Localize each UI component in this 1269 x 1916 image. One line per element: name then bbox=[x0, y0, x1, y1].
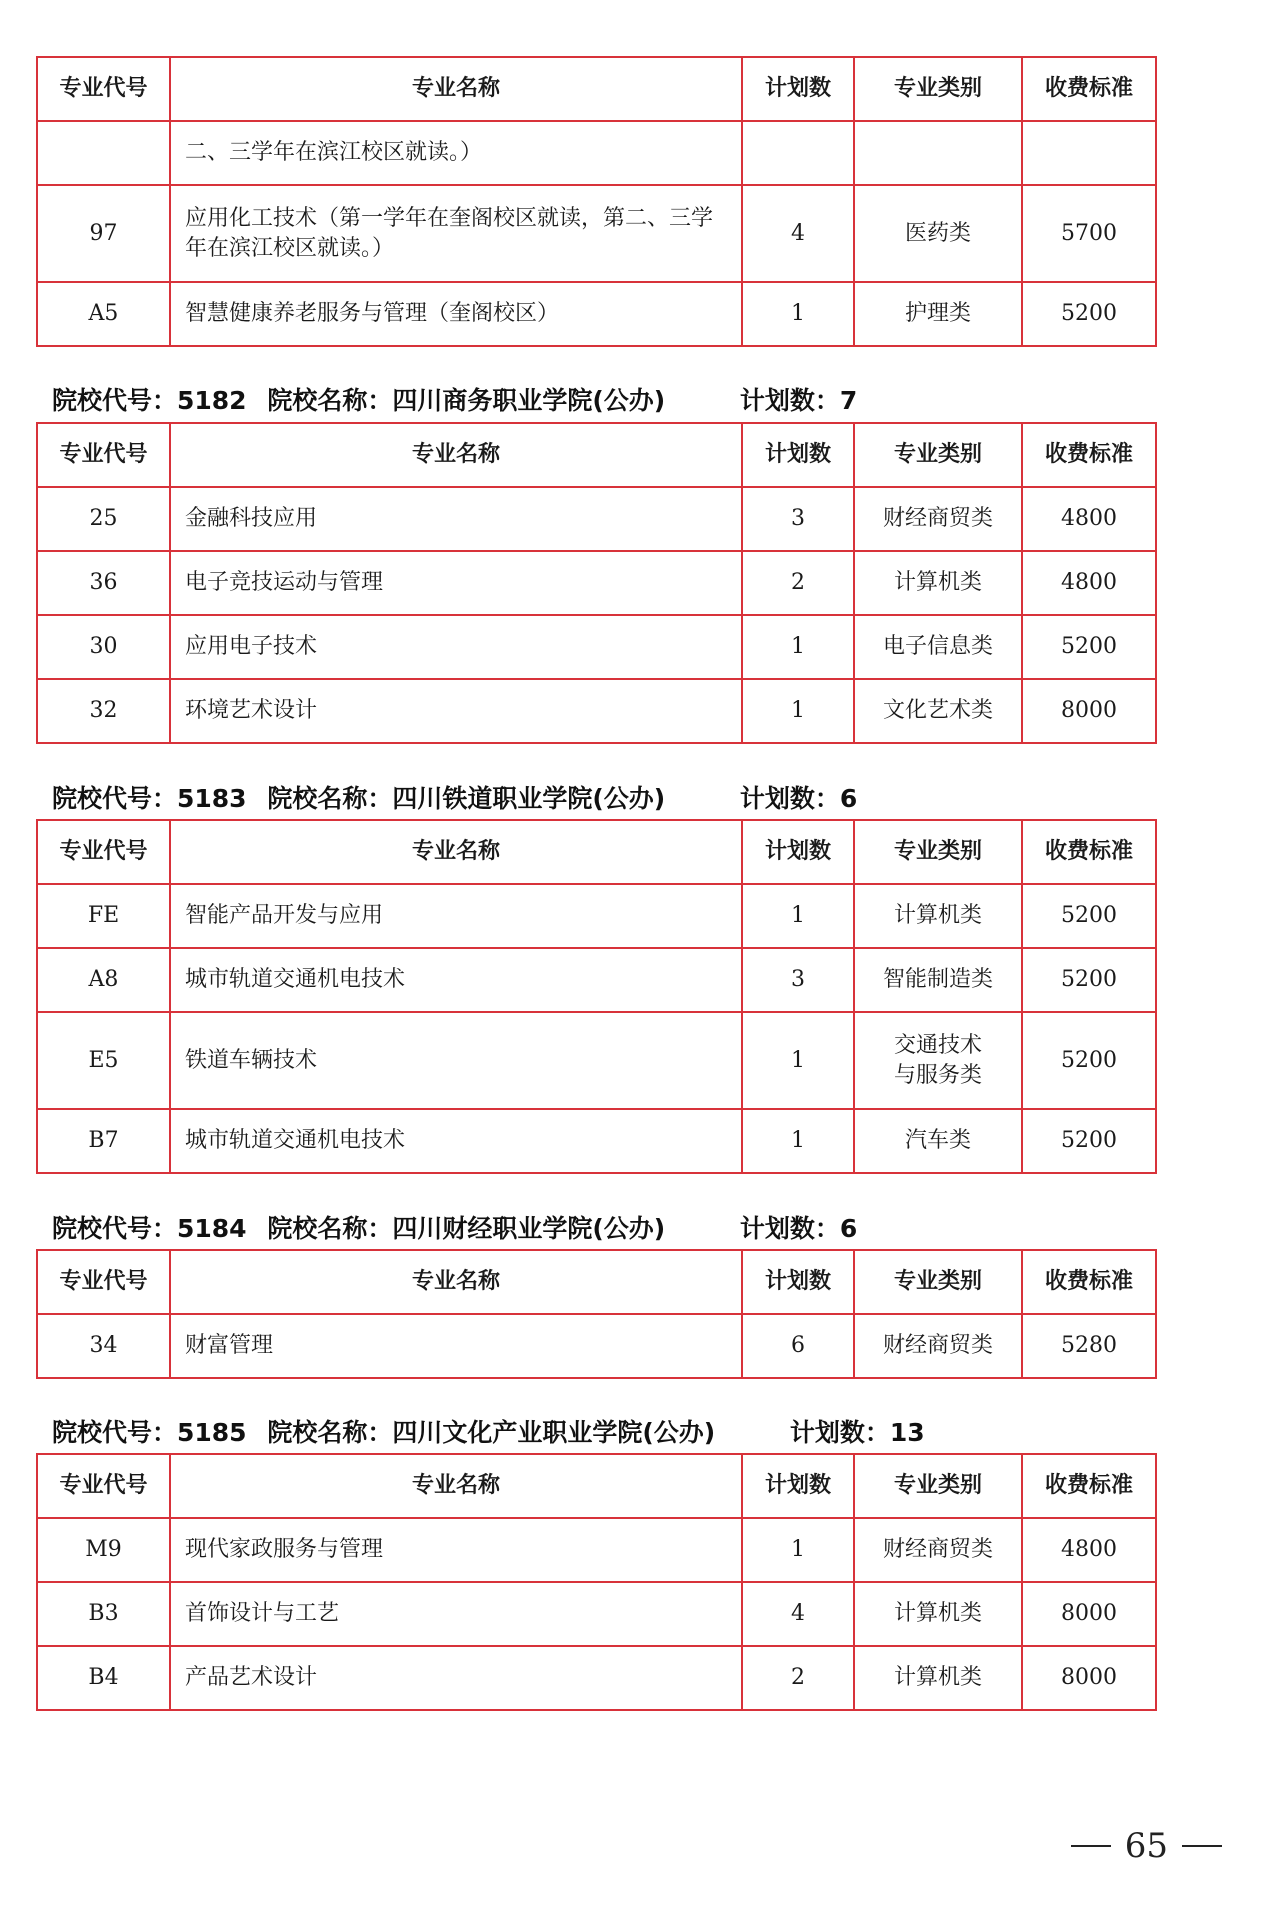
cell-fee: 5200 bbox=[1022, 615, 1156, 679]
cell-code: 30 bbox=[37, 615, 170, 679]
cell-plan: 3 bbox=[742, 948, 854, 1012]
table-header-row bbox=[37, 1250, 1156, 1314]
school-header bbox=[52, 386, 857, 416]
cell-code: B3 bbox=[37, 1582, 170, 1646]
cell-fee: 5200 bbox=[1022, 282, 1156, 346]
table-row bbox=[37, 884, 1156, 948]
col-header-name: 专业名称 bbox=[170, 423, 742, 487]
cell-category: 财经商贸类 bbox=[854, 1518, 1022, 1582]
cell-code: A8 bbox=[37, 948, 170, 1012]
cell-code: B4 bbox=[37, 1646, 170, 1710]
table-header-row bbox=[37, 423, 1156, 487]
cell-category: 财经商贸类 bbox=[854, 1314, 1022, 1378]
school-code: 院校代号：5183 bbox=[52, 784, 247, 813]
cell-code: 34 bbox=[37, 1314, 170, 1378]
cell-category: 计算机类 bbox=[854, 551, 1022, 615]
col-header-fee: 收费标准 bbox=[1022, 57, 1156, 121]
cell-fee: 4800 bbox=[1022, 551, 1156, 615]
cell-category: 电子信息类 bbox=[854, 615, 1022, 679]
cell-fee: 4800 bbox=[1022, 487, 1156, 551]
cell-plan: 6 bbox=[742, 1314, 854, 1378]
cell-category: 计算机类 bbox=[854, 1646, 1022, 1710]
cell-name: 城市轨道交通机电技术 bbox=[170, 948, 742, 1012]
col-header-fee: 收费标准 bbox=[1022, 1454, 1156, 1518]
cell-category: 汽车类 bbox=[854, 1109, 1022, 1173]
col-header-name: 专业名称 bbox=[170, 1454, 742, 1518]
cell-category: 计算机类 bbox=[854, 1582, 1022, 1646]
table-row bbox=[37, 282, 1156, 346]
cell-name: 智慧健康养老服务与管理（奎阁校区） bbox=[170, 282, 742, 346]
cell-plan: 4 bbox=[742, 1582, 854, 1646]
school-plan: 计划数：7 bbox=[739, 386, 858, 415]
cell-name: 二、三学年在滨江校区就读。） bbox=[170, 121, 742, 185]
cell-category bbox=[854, 121, 1022, 185]
cell-plan bbox=[742, 121, 854, 185]
school-name: 院校名称：四川商务职业学院(公办) bbox=[267, 386, 666, 415]
cell-name: 智能产品开发与应用 bbox=[170, 884, 742, 948]
school-header bbox=[52, 1418, 925, 1448]
school-plan: 计划数：6 bbox=[739, 1214, 858, 1243]
cell-plan: 1 bbox=[742, 1109, 854, 1173]
col-header-code: 专业代号 bbox=[37, 57, 170, 121]
dash-left bbox=[1071, 1845, 1111, 1847]
table-row bbox=[37, 1582, 1156, 1646]
cell-fee: 5200 bbox=[1022, 948, 1156, 1012]
school-name: 院校名称：四川铁道职业学院(公办) bbox=[267, 784, 666, 813]
cell-name: 金融科技应用 bbox=[170, 487, 742, 551]
major-table-continued bbox=[36, 56, 1157, 347]
table-row bbox=[37, 1646, 1156, 1710]
table-row bbox=[37, 615, 1156, 679]
col-header-name: 专业名称 bbox=[170, 57, 742, 121]
cell-plan: 1 bbox=[742, 679, 854, 743]
col-header-fee: 收费标准 bbox=[1022, 423, 1156, 487]
col-header-category: 专业类别 bbox=[854, 57, 1022, 121]
table-row bbox=[37, 679, 1156, 743]
cell-name: 环境艺术设计 bbox=[170, 679, 742, 743]
cell-category: 文化艺术类 bbox=[854, 679, 1022, 743]
cell-name: 应用电子技术 bbox=[170, 615, 742, 679]
school-code: 院校代号：5185 bbox=[52, 1418, 247, 1447]
cell-code: FE bbox=[37, 884, 170, 948]
cell-name: 城市轨道交通机电技术 bbox=[170, 1109, 742, 1173]
major-table-5183 bbox=[36, 819, 1157, 1174]
table-row bbox=[37, 551, 1156, 615]
school-plan: 计划数：6 bbox=[739, 784, 858, 813]
cell-code: 25 bbox=[37, 487, 170, 551]
col-header-plan: 计划数 bbox=[742, 423, 854, 487]
cell-category: 医药类 bbox=[854, 185, 1022, 282]
table-header-row bbox=[37, 820, 1156, 884]
table-row bbox=[37, 487, 1156, 551]
cell-fee: 5700 bbox=[1022, 185, 1156, 282]
cell-plan: 1 bbox=[742, 884, 854, 948]
cell-code: A5 bbox=[37, 282, 170, 346]
col-header-code: 专业代号 bbox=[37, 1454, 170, 1518]
table-header-row bbox=[37, 1454, 1156, 1518]
table-row bbox=[37, 1314, 1156, 1378]
cell-name: 首饰设计与工艺 bbox=[170, 1582, 742, 1646]
page-number bbox=[1071, 1826, 1222, 1866]
table-row bbox=[37, 1109, 1156, 1173]
cell-plan: 2 bbox=[742, 551, 854, 615]
col-header-name: 专业名称 bbox=[170, 820, 742, 884]
table-row bbox=[37, 1518, 1156, 1582]
col-header-code: 专业代号 bbox=[37, 820, 170, 884]
cell-code: M9 bbox=[37, 1518, 170, 1582]
col-header-category: 专业类别 bbox=[854, 423, 1022, 487]
col-header-fee: 收费标准 bbox=[1022, 1250, 1156, 1314]
col-header-fee: 收费标准 bbox=[1022, 820, 1156, 884]
col-header-plan: 计划数 bbox=[742, 820, 854, 884]
school-name: 院校名称：四川文化产业职业学院(公办) bbox=[267, 1418, 716, 1447]
cell-plan: 1 bbox=[742, 1012, 854, 1109]
cell-fee: 4800 bbox=[1022, 1518, 1156, 1582]
cell-plan: 2 bbox=[742, 1646, 854, 1710]
cell-fee bbox=[1022, 121, 1156, 185]
school-name: 院校名称：四川财经职业学院(公办) bbox=[267, 1214, 666, 1243]
major-table-5185 bbox=[36, 1453, 1157, 1711]
dash-right bbox=[1182, 1845, 1222, 1847]
cell-code: 32 bbox=[37, 679, 170, 743]
major-table-5182 bbox=[36, 422, 1157, 744]
cell-name: 电子竞技运动与管理 bbox=[170, 551, 742, 615]
table-row bbox=[37, 948, 1156, 1012]
cell-fee: 5280 bbox=[1022, 1314, 1156, 1378]
cell-plan: 1 bbox=[742, 282, 854, 346]
col-header-code: 专业代号 bbox=[37, 1250, 170, 1314]
col-header-plan: 计划数 bbox=[742, 1250, 854, 1314]
cell-plan: 4 bbox=[742, 185, 854, 282]
col-header-category: 专业类别 bbox=[854, 820, 1022, 884]
cell-name: 现代家政服务与管理 bbox=[170, 1518, 742, 1582]
cell-fee: 5200 bbox=[1022, 1109, 1156, 1173]
cell-code: 36 bbox=[37, 551, 170, 615]
page-number-text: 65 bbox=[1124, 1826, 1168, 1866]
school-plan: 计划数：13 bbox=[789, 1418, 925, 1447]
col-header-category: 专业类别 bbox=[854, 1250, 1022, 1314]
school-header bbox=[52, 1214, 857, 1244]
cell-fee: 8000 bbox=[1022, 1646, 1156, 1710]
cell-code: E5 bbox=[37, 1012, 170, 1109]
cell-fee: 8000 bbox=[1022, 679, 1156, 743]
cell-plan: 3 bbox=[742, 487, 854, 551]
cell-code: B7 bbox=[37, 1109, 170, 1173]
school-code: 院校代号：5184 bbox=[52, 1214, 247, 1243]
cell-fee: 5200 bbox=[1022, 1012, 1156, 1109]
cell-category: 计算机类 bbox=[854, 884, 1022, 948]
cell-plan: 1 bbox=[742, 1518, 854, 1582]
cell-category: 交通技术与服务类 bbox=[854, 1012, 1022, 1109]
cell-name: 财富管理 bbox=[170, 1314, 742, 1378]
table-row bbox=[37, 121, 1156, 185]
cell-category: 智能制造类 bbox=[854, 948, 1022, 1012]
cell-code: 97 bbox=[37, 185, 170, 282]
cell-name: 产品艺术设计 bbox=[170, 1646, 742, 1710]
cell-name: 应用化工技术（第一学年在奎阁校区就读，第二、三学年在滨江校区就读。） bbox=[170, 185, 742, 282]
cell-plan: 1 bbox=[742, 615, 854, 679]
cell-fee: 5200 bbox=[1022, 884, 1156, 948]
col-header-category: 专业类别 bbox=[854, 1454, 1022, 1518]
cell-code bbox=[37, 121, 170, 185]
col-header-plan: 计划数 bbox=[742, 1454, 854, 1518]
cell-fee: 8000 bbox=[1022, 1582, 1156, 1646]
col-header-plan: 计划数 bbox=[742, 57, 854, 121]
table-header-row bbox=[37, 57, 1156, 121]
col-header-name: 专业名称 bbox=[170, 1250, 742, 1314]
school-code: 院校代号：5182 bbox=[52, 386, 247, 415]
table-row bbox=[37, 1012, 1156, 1109]
cell-category: 财经商贸类 bbox=[854, 487, 1022, 551]
major-table-5184 bbox=[36, 1249, 1157, 1379]
school-header bbox=[52, 784, 857, 814]
cell-name: 铁道车辆技术 bbox=[170, 1012, 742, 1109]
table-row bbox=[37, 185, 1156, 282]
col-header-code: 专业代号 bbox=[37, 423, 170, 487]
cell-category: 护理类 bbox=[854, 282, 1022, 346]
